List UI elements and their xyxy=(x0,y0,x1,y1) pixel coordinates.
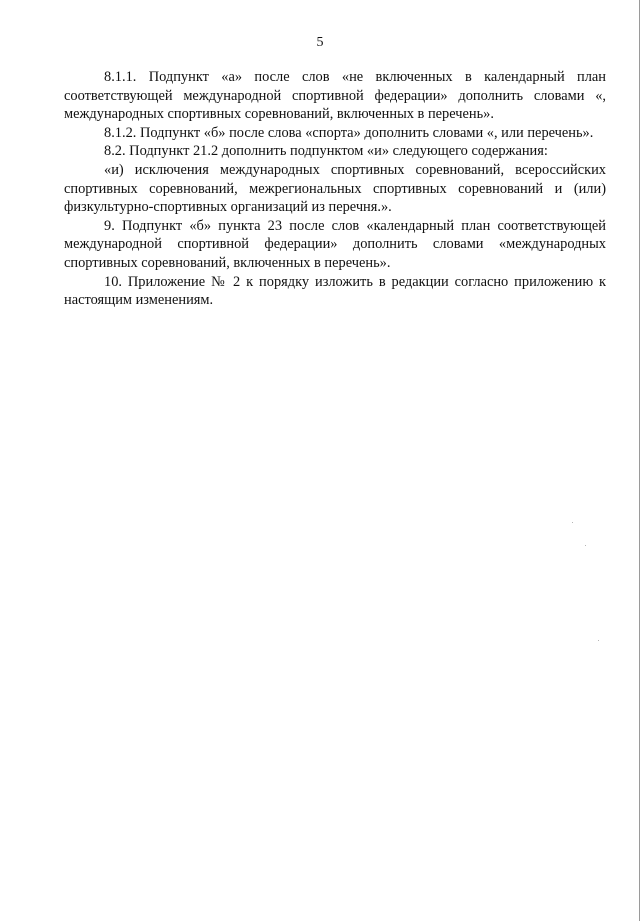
paragraph-subpoint-i: «и) исключения международных спортивных соревнований, всероссийских спортивных соревнований, межрегиональных спортивных соревнований и (или) физкультурно-спортивных организаций из перечня.». xyxy=(64,161,606,216)
paragraph-9: 9. Подпункт «б» пункта 23 после слов «календарный план соответствующей международной спортивной федерации» дополнить словами «международных спортивных соревнований, включенных в перечень». xyxy=(64,217,606,271)
scan-speck xyxy=(572,522,573,523)
scan-speck xyxy=(585,545,586,546)
document-body xyxy=(64,68,606,310)
paragraph-8-1-2: 8.1.2. Подпункт «б» после слова «спорта» дополнить словами «, или перечень». xyxy=(104,124,594,141)
paragraph-10: 10. Приложение № 2 к порядку изложить в редакции согласно приложению к настоящим изменениям. xyxy=(64,273,606,309)
page-number: 5 xyxy=(316,35,324,50)
paragraph-8-1-1: 8.1.1. Подпункт «а» после слов «не включенных в календарный план соответствующей международной спортивной федерации» дополнить словами «, международных спортивных соревнований, включенных в перечень». xyxy=(64,69,606,123)
paragraph-8-2: 8.2. Подпункт 21.2 дополнить подпунктом «и» следующего содержания: xyxy=(104,143,548,160)
scan-speck xyxy=(598,640,599,641)
